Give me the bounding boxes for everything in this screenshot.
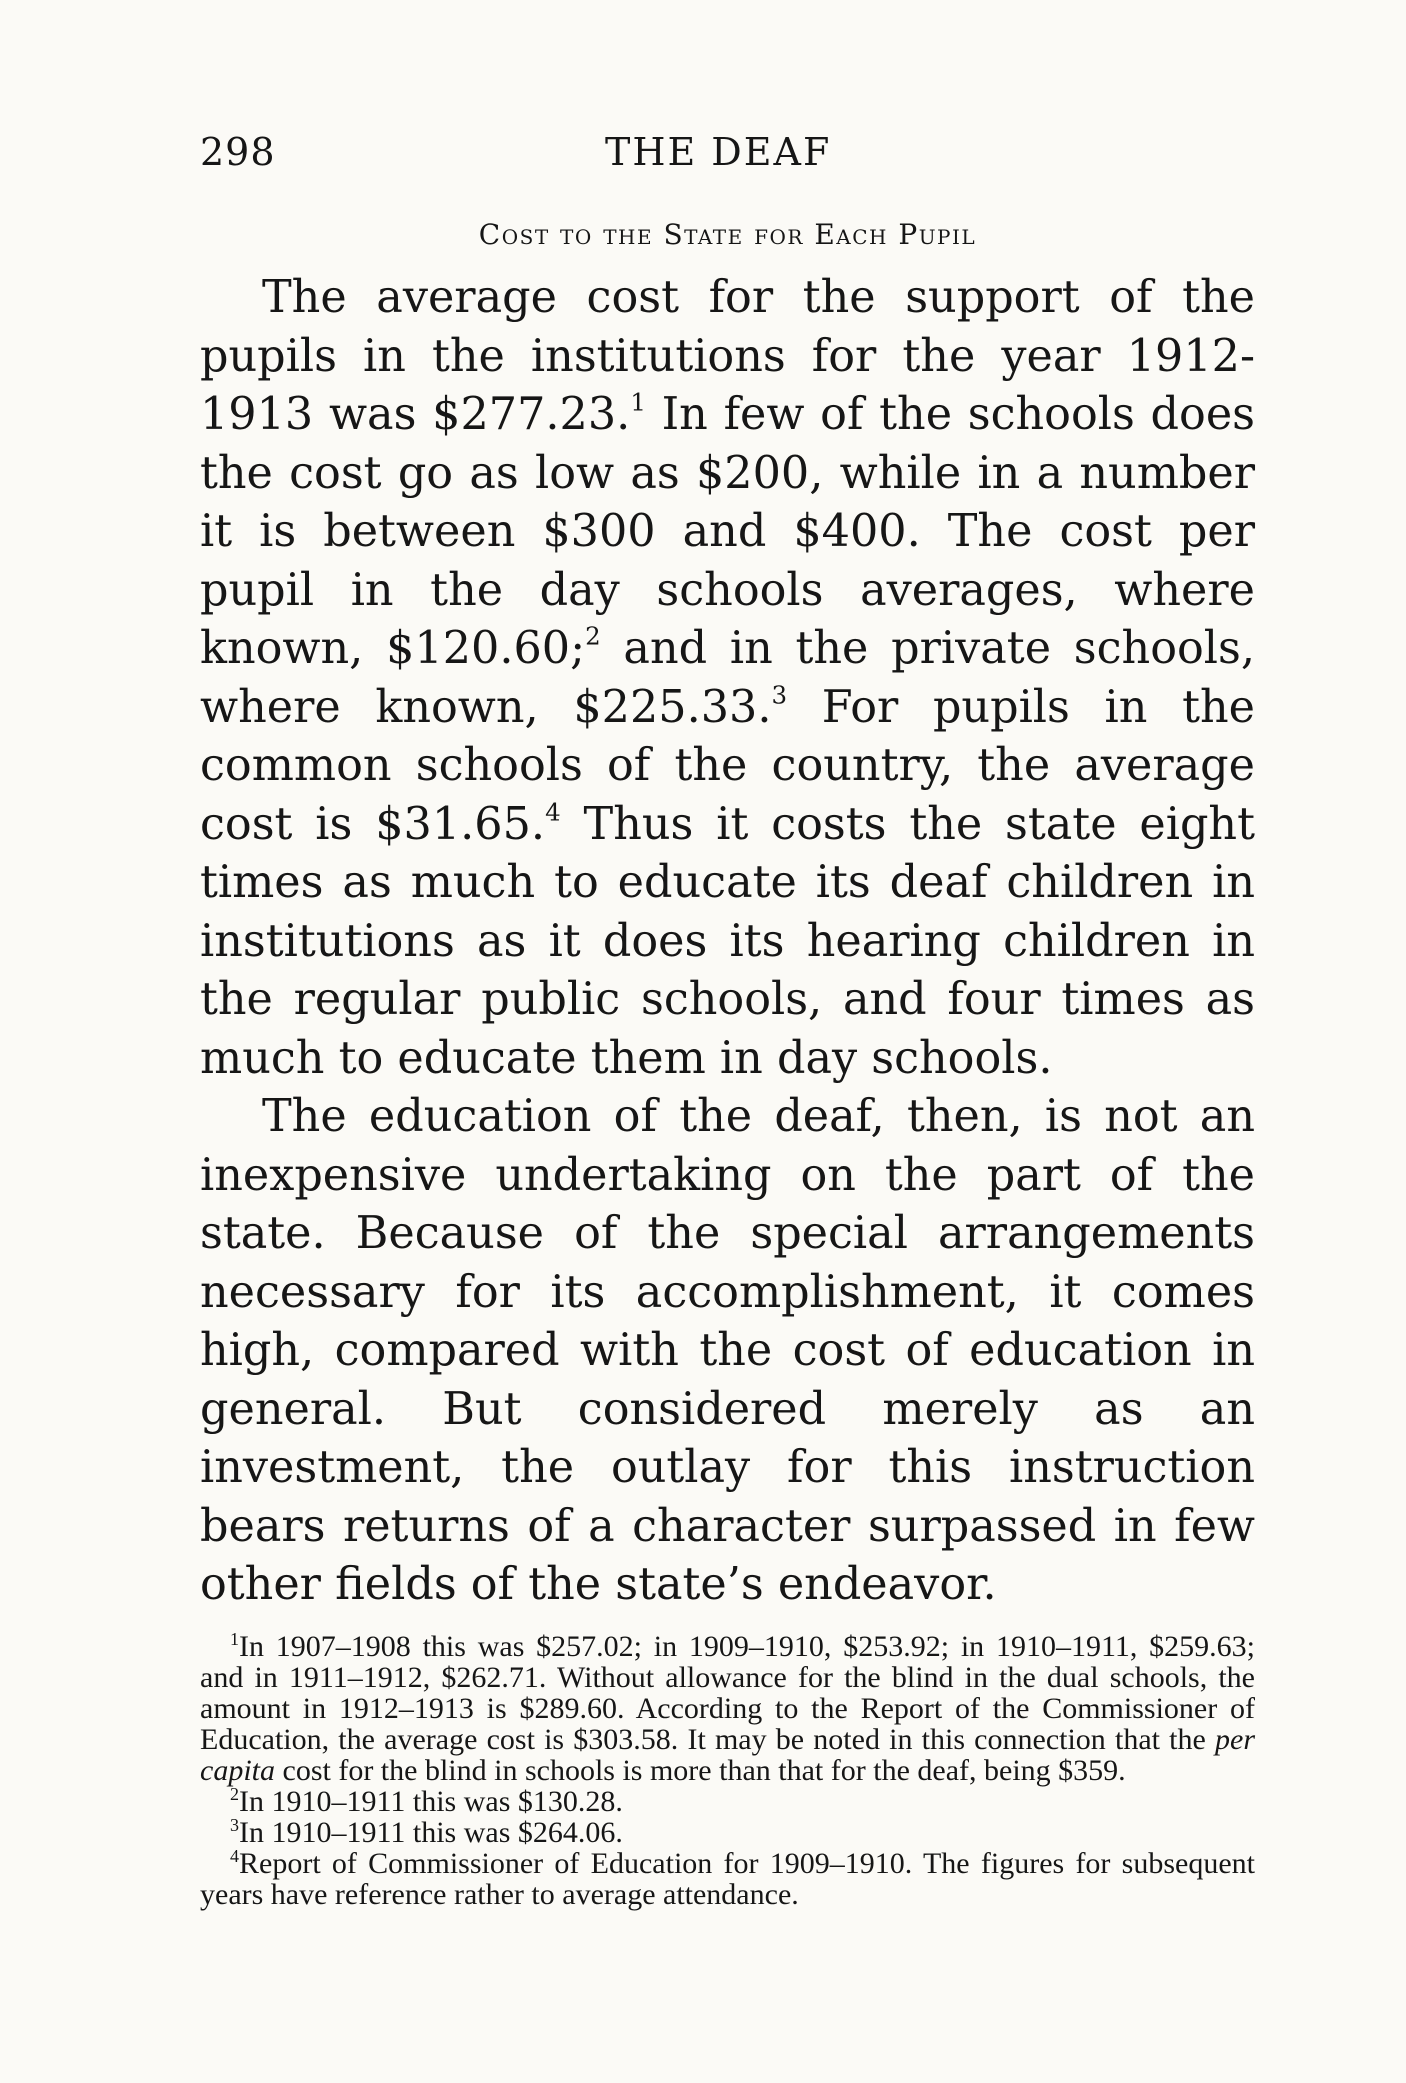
running-head [200,130,1255,200]
footnote-ref-4: 4 [545,797,561,827]
footnote-1 [200,1628,1255,1787]
paragraph-1-text-e: Thus it costs the state eight times as much to educate its deaf children in institutions as it does its hearing children in the regular public schools, and four times as much to educate them in day schools. [200,798,1255,1084]
footnote-2-text: In 1910–1911 this was $130.28. [239,1784,623,1818]
footnote-ref-2: 2 [585,621,601,651]
footnote-4-marker: 4 [230,1845,239,1866]
paragraph-2: The education of the deaf, then, is not an inexpensive undertaking on the part of the state. Because of the special arrangements necessary for its accomplishment, it comes high, compared with the cost of education in general. But considered merely as an investment, the outlay for this instruction bears returns of a character surpassed in few other fields of the state’s endeavor. [200,1091,1255,1610]
footnote-3 [200,1814,1255,1849]
footnote-3-text: In 1910–1911 this was $264.06. [239,1815,623,1849]
paragraph-1-text-a: The average cost for the support of the pupils in the institutions for the year 1912-1913 was $277.23. [200,272,1255,440]
paragraph-1-text-c: and in the private schools, where known, $225.33. [200,623,1255,733]
paragraph-1-text-b: In few of the schools does the cost go as low as $200, while in a number it is between $300 and $400. The cost per pupil in the day schools averages, where known, $120.60; [200,389,1255,674]
paragraph-1-text-d: For pupils in the common schools of the country, the average cost is $31.65. [200,681,1255,850]
footnote-ref-1: 1 [630,387,646,417]
footnote-1-italic: per capita [200,1722,1255,1787]
footnotes [200,1628,1255,1911]
footnote-4 [200,1845,1255,1911]
footnote-2-marker: 2 [230,1783,239,1804]
footnote-2 [200,1783,1255,1818]
footnote-3-marker: 3 [230,1814,239,1835]
paragraph-1 [200,269,1255,1088]
footnote-ref-3: 3 [771,680,788,710]
footnote-1-text-b: cost for the blind in schools is more than that for the deaf, being $359. [275,1753,1126,1787]
body-text [200,269,1255,1615]
running-title: THE DEAF [605,130,832,174]
footnote-4-text: Report of Commissioner of Education for 1909–1910. The figures for subsequent years have reference rather to average attendance. [200,1846,1255,1911]
footnote-1-marker: 1 [230,1628,239,1649]
book-page [200,130,1255,1910]
footnote-1-text-a: In 1907–1908 this was $257.02; in 1909–1910, $253.92; in 1910–1911, $259.63; and in 1911–1912, $262.71. Without allowance for the blind in the dual schools, the amount in 1912–1913 is $289.60. According to the Report of the Commissioner of Education, the average cost is $303.58. It may be noted in this connection that the [200,1629,1255,1756]
section-heading: Cost to the State for Each Pupil [478,218,977,251]
page-number: 298 [200,130,276,174]
